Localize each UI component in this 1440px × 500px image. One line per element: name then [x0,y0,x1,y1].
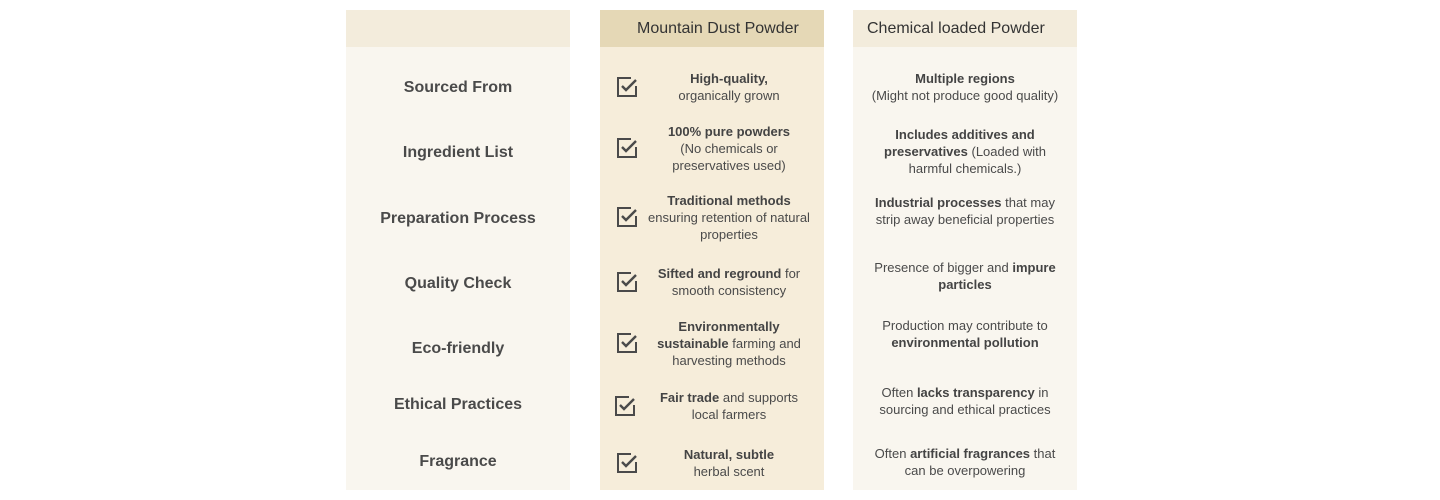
mountain-bold: Traditional methods [667,192,791,208]
checkbox-checked-icon [616,271,638,293]
chemical-bold: artificial fragrances [910,446,1031,461]
chemical-cell-eco-friendly [853,314,1077,354]
chemical-cell-preparation-process [853,191,1077,231]
row-label-fragrance: Fragrance [419,452,497,470]
chemical-cell-ingredient-list [853,123,1077,179]
chemical-pre: Production may contribute to [882,318,1048,333]
checkbox-checked-icon [616,76,638,98]
mountain-bold: Environmentally sustainable [657,318,780,351]
mountain-rest: ensuring retention of natural properties [648,209,810,242]
chemical-bold: Includes additives and preservatives [884,126,1035,159]
chemical-cell-ethical-practices [853,381,1077,421]
row-label-ingredient-list: Ingredient List [402,143,514,161]
mountain-rest: farming and harvesting methods [672,335,801,368]
checkbox-checked-icon [616,206,638,228]
chemical-cell-fragrance [853,442,1077,482]
mountain-cell-quality-check [600,260,824,304]
chemical-bold: environmental pollution [891,335,1039,350]
chemical-rest: that may strip away beneficial properties [875,195,1055,227]
mountain-cell-sourced-from [600,67,824,107]
mountain-rest: and supports local farmers [691,390,799,422]
row-label-eco-friendly: Eco-friendly [411,339,505,357]
chemical-pre: Presence of bigger and [874,260,1009,275]
mountain-bold: 100% pure powders [667,123,791,139]
mountain-rest: organically grown [678,88,780,103]
checkbox-checked-icon [616,332,638,354]
checkbox-checked-icon [616,137,638,159]
chemical-bold: Multiple regions [915,71,1015,86]
mountain-rest: (No chemicals or preservatives used) [672,140,786,173]
mountain-dust-column [600,10,824,490]
chemical-rest: that can be overpowering [904,446,1056,478]
mountain-rest: for smooth consistency [671,266,801,298]
chemical-pre: Often [874,446,907,461]
chemical-cell-sourced-from [853,67,1077,107]
label-column-header [346,10,570,47]
chemical-powder-header: Chemical loaded Powder [853,10,1077,47]
mountain-rest: herbal scent [693,464,765,479]
chemical-bold: Industrial processes [875,195,1002,210]
mountain-cell-eco-friendly [600,315,824,371]
mountain-bold: Fair trade [659,390,720,405]
chemical-bold: impure particles [938,260,1056,292]
row-label-ethical-practices: Ethical Practices [393,395,523,413]
chemical-rest: (Might not produce good quality) [871,88,1059,103]
mountain-cell-fragrance [600,443,824,483]
mountain-cell-ingredient-list [600,123,824,173]
mountain-cell-ethical-practices [600,384,824,428]
chemical-cell-quality-check [853,256,1077,296]
chemical-pre: Often [881,385,914,400]
mountain-bold: Sifted and reground [657,266,782,281]
row-label-quality-check: Quality Check [404,274,512,292]
row-label-preparation-process: Preparation Process [380,209,536,227]
mountain-bold: High-quality, [690,71,768,86]
chemical-rest: in sourcing and ethical practices [879,385,1051,417]
chemical-powder-column [853,10,1077,490]
row-label-sourced-from: Sourced From [403,78,513,96]
checkbox-checked-icon [614,395,636,417]
mountain-bold: Natural, subtle [683,447,775,462]
label-column [346,10,570,490]
chemical-rest: (Loaded with harmful chemicals.) [908,143,1046,176]
mountain-dust-header: Mountain Dust Powder [600,10,824,47]
chemical-bold: lacks transparency [916,385,1035,400]
checkbox-checked-icon [616,452,638,474]
mountain-cell-preparation-process [600,190,824,244]
